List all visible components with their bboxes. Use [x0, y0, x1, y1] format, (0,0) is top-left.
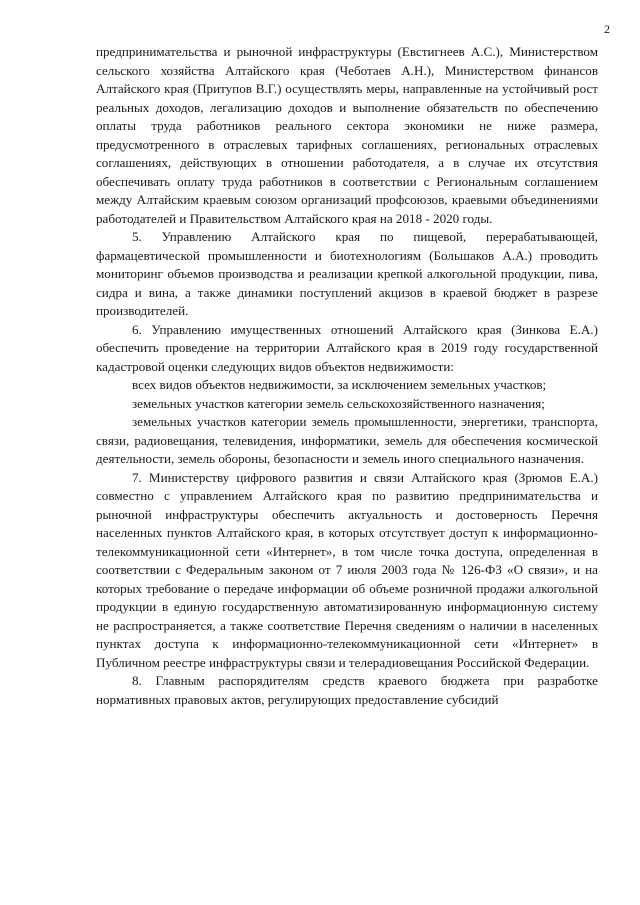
document-body	[96, 43, 598, 709]
paragraph-item-7: 7. Министерству цифрового развития и связи Алтайского края (Зрюмов Е.А.) совместно с управлением Алтайского края по развитию предпринимательства и рыночной инфраструктуры обеспечить актуальность и достоверность Перечня населенных пунктов Алтайского края, в которых отсутствует доступ к информационно-телекоммуникационной сети «Интернет», в том числе точка доступа, определенная в соответствии с Федеральным законом от 7 июля 2003 года № 126-ФЗ «О связи», и на которых требование о передаче информации об объеме розничной продажи алкогольной продукции в единую государственную автоматизированную информационную систему не распространяется, а также соответствие Перечня сведениям о наличии в населенных пунктах доступа к информационно-телекоммуникационной сети «Интернет» в Публичном реестре инфраструктуры связи и телерадиовещания Российской Федерации.	[96, 469, 598, 670]
list-item-all-objects: всех видов объектов недвижимости, за исключением земельных участков;	[132, 377, 547, 392]
paragraph-item-5: 5. Управлению Алтайского края по пищевой, перерабатывающей, фармацевтической промышленности и биотехнологиям (Большаков А.А.) проводить мониторинг объемов производства и реализации крепкой алкогольной продукции, пива, сидра и вина, а также динамики поступлений акцизов в краевой бюджет в разрезе производителей.	[96, 229, 598, 318]
list-item-agricultural-land: земельных участков категории земель сельскохозяйственного назначения;	[132, 395, 545, 411]
paragraph-item-8: 8. Главным распорядителям средств краевого бюджета при разработке нормативных правовых актов, регулирующих предоставление субсидий	[96, 673, 598, 707]
paragraph-continuation: предпринимательства и рыночной инфраструктуры (Евстигнеев А.С.), Министерством сельского хозяйства Алтайского края (Чеботаев А.Н.), Министерством финансов Алтайского края (Притупов В.Г.) осуществлять меры, направленные на устойчивый рост реальных доходов, легализацию доходов и выполнение обязательств по обеспечению оплаты труда работников реального сектора экономики не ниже размера, предусмотренного в отраслевых тарифных соглашениях, региональных отраслевых соглашениях, действующих в отношении работодателя, а в случае их отсутствия обеспечивать оплату труда работников в соответствии с Региональным соглашением между Алтайским краевым союзом организаций профсоюзов, краевыми объединениями работодателей и Правительством Алтайского края на 2018 - 2020 годы.	[96, 44, 598, 226]
list-item-industrial-land: земельных участков категории земель промышленности, энергетики, транспорта, связи, радиовещания, телевидения, информатики, земель для обеспечения космической деятельности, земель обороны, безопасности и земель иного специального назначения.	[96, 414, 598, 466]
page-number: 2	[604, 22, 610, 36]
paragraph-item-6: 6. Управлению имущественных отношений Алтайского края (Зинкова Е.А.) обеспечить проведение на территории Алтайского края в 2019 году государственной кадастровой оценки следующих видов объектов недвижимости:	[96, 321, 598, 374]
